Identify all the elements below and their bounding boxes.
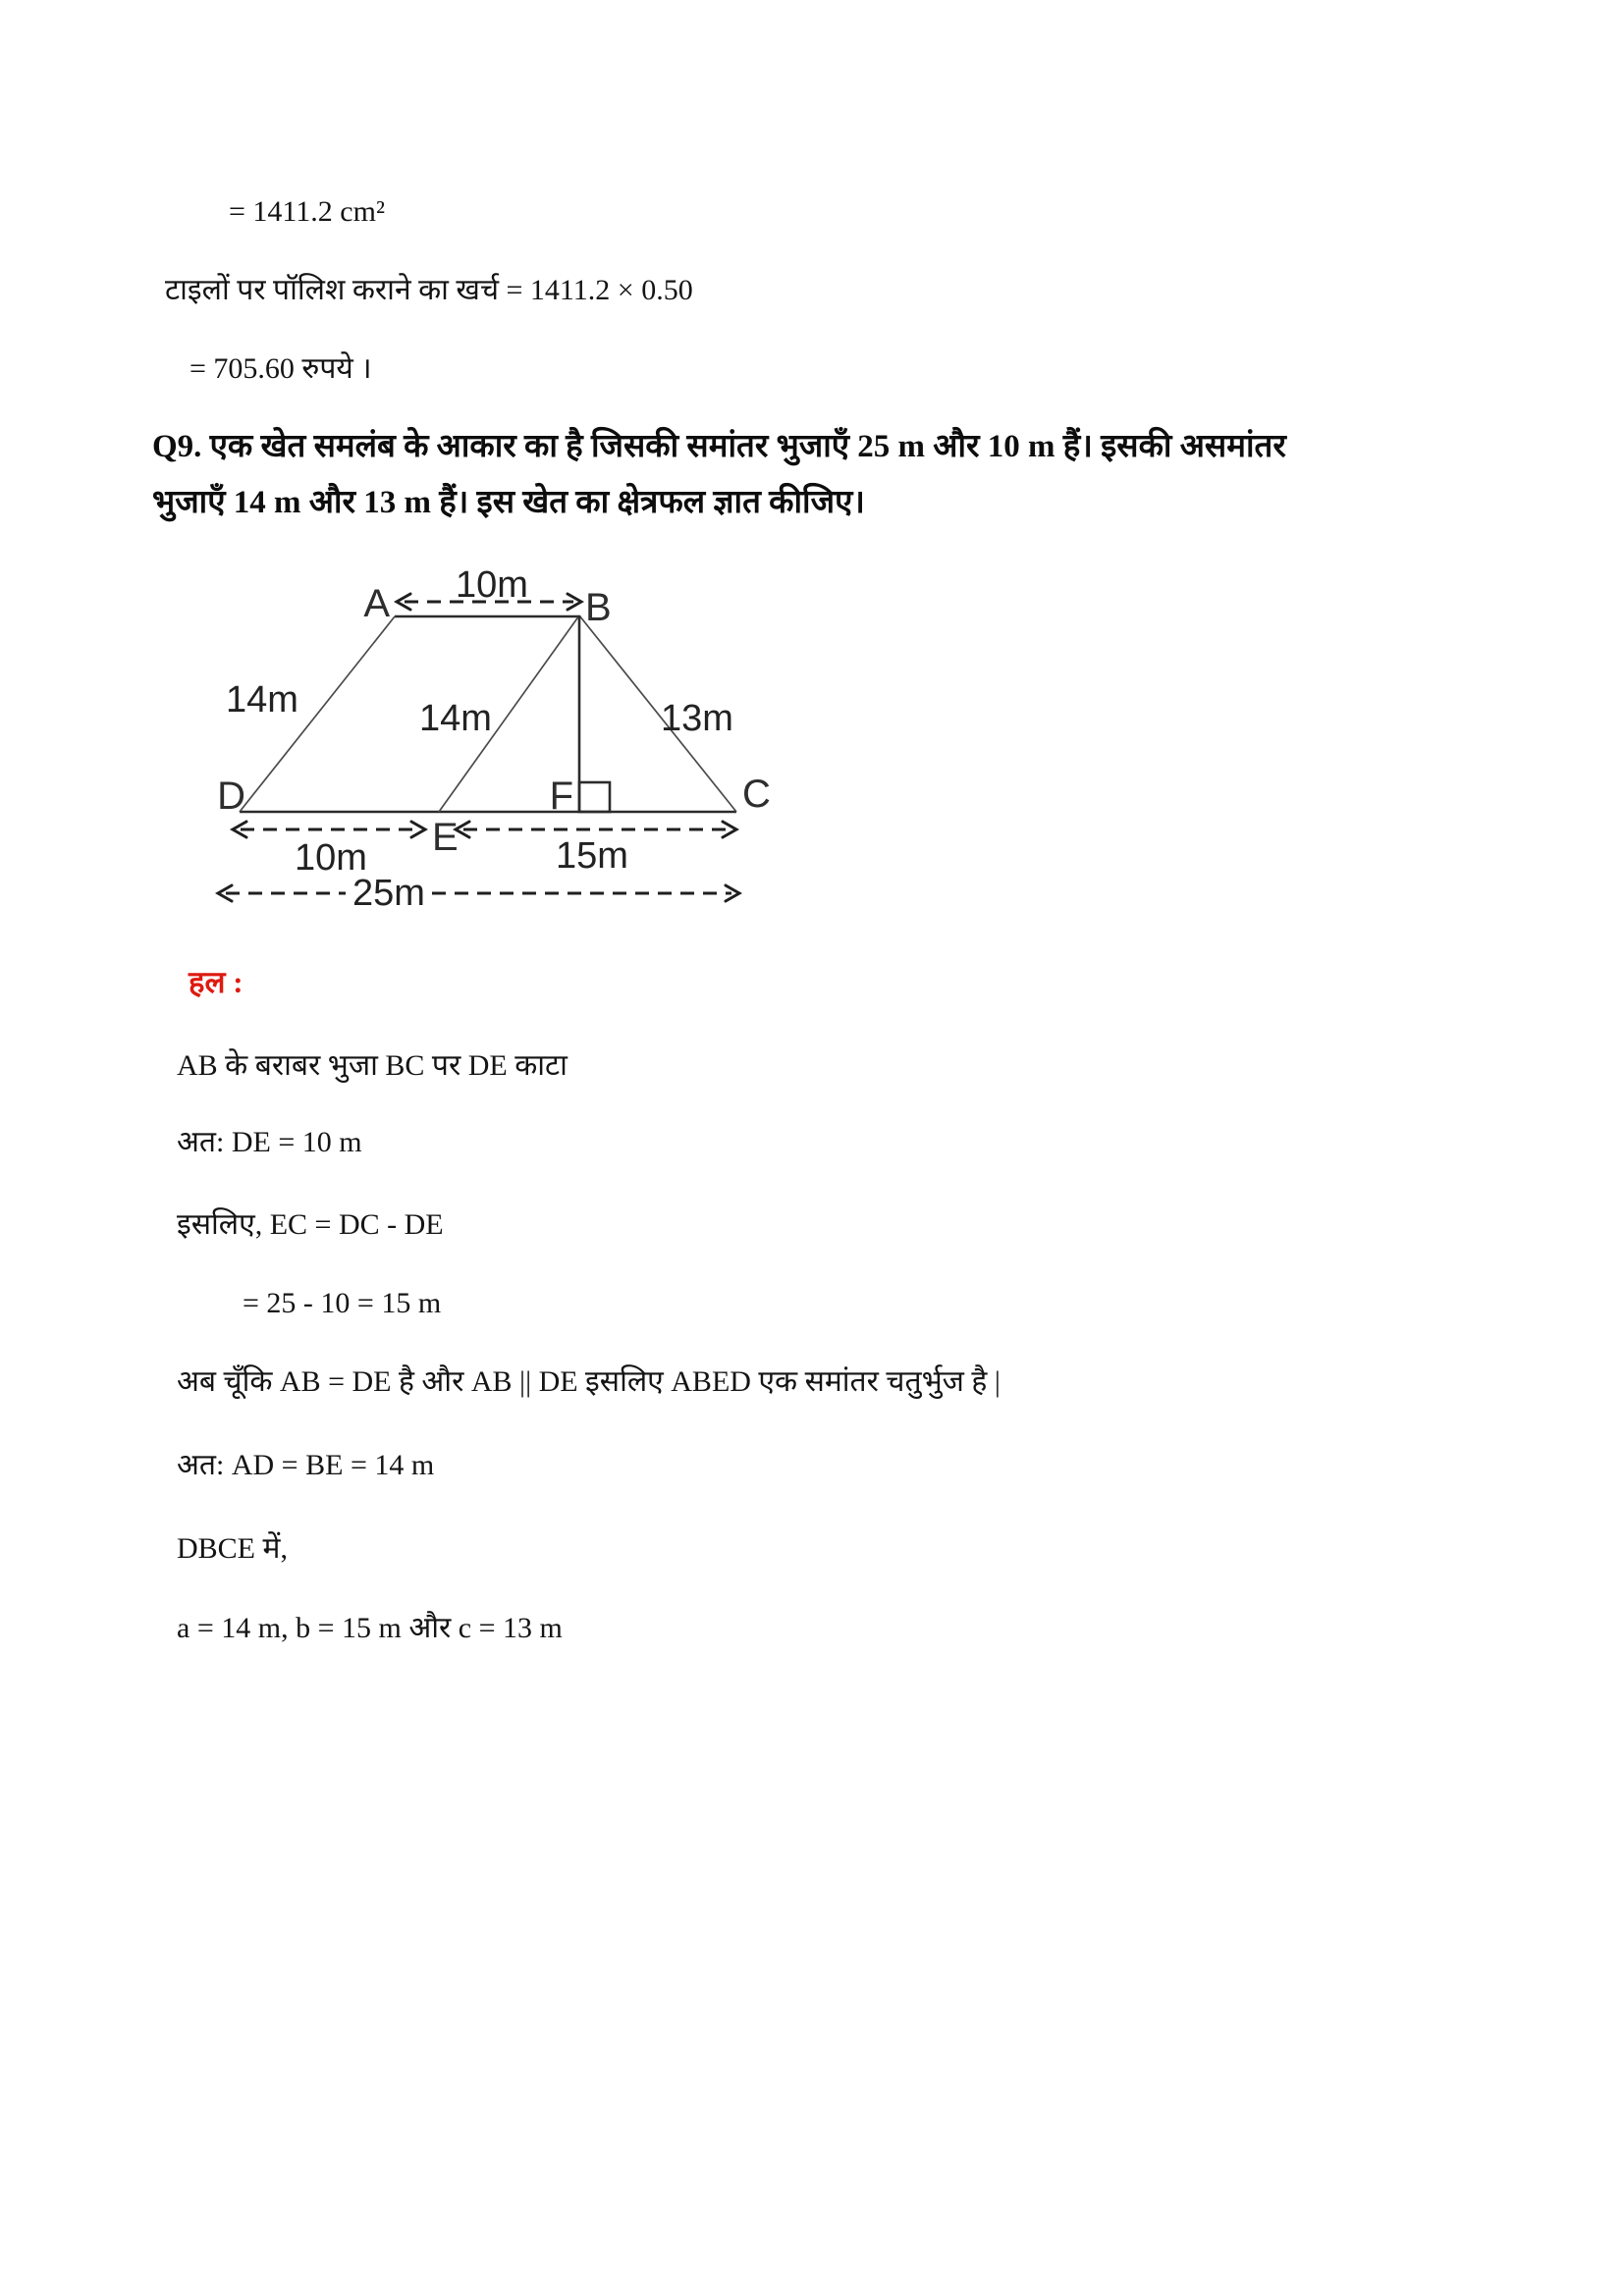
vertex-label-f: F [549, 774, 573, 818]
solution-line-5: अब चूँकि AB = DE है और AB || DE इसलिए ABED एक समांतर चतुर्भुज है | [177, 1365, 1001, 1398]
dim-label-top-10m: 10m [456, 564, 528, 606]
dim-label-bottom-left-10m: 10m [295, 837, 367, 879]
dim-label-left-14m: 14m [226, 679, 298, 721]
solution-line-1: AB के बराबर भुजा BC पर DE काटा [177, 1049, 568, 1082]
question-q9-line1: Q9. एक खेत समलंब के आकार का है जिसकी समांतर भुजाएँ 25 m और 10 m हैं। इसकी असमांतर [152, 429, 1286, 464]
polish-cost-line: टाइलों पर पॉलिश कराने का खर्च = 1411.2 × 0.50 [165, 274, 693, 306]
solution-line-2: अत: DE = 10 m [177, 1126, 362, 1158]
vertex-label-c: C [742, 773, 771, 816]
solution-heading: हल : [189, 965, 243, 999]
solution-line-8: a = 14 m, b = 15 m और c = 13 m [177, 1612, 563, 1644]
right-angle-mark [579, 782, 610, 812]
solution-line-4: = 25 - 10 = 15 m [243, 1287, 442, 1319]
solution-line-6: अत: AD = BE = 14 m [177, 1449, 435, 1481]
question-q9-line2: भुजाएँ 14 m और 13 m हैं। इस खेत का क्षेत्रफल ज्ञात कीजिए। [152, 485, 865, 520]
vertex-label-a: A [363, 582, 390, 625]
vertex-label-d: D [217, 774, 245, 818]
dim-label-right-13m: 13m [661, 698, 733, 739]
vertex-label-b: B [585, 586, 612, 629]
dim-label-total-25m: 25m [352, 873, 425, 914]
solution-line-7: DBCE में, [177, 1532, 288, 1565]
dim-bl-arrowhead-right [411, 822, 425, 837]
dim-label-bottom-right-15m: 15m [556, 835, 628, 877]
trapezium-diagram [137, 550, 815, 937]
vertex-label-e: E [432, 816, 459, 859]
solution-line-3: इसलिए, EC = DC - DE [177, 1208, 444, 1241]
dim-label-middle-14m: 14m [419, 698, 492, 739]
prev-area-result-line: = 1411.2 cm² [229, 195, 385, 228]
total-cost-line: = 705.60 रुपये । [189, 352, 372, 385]
